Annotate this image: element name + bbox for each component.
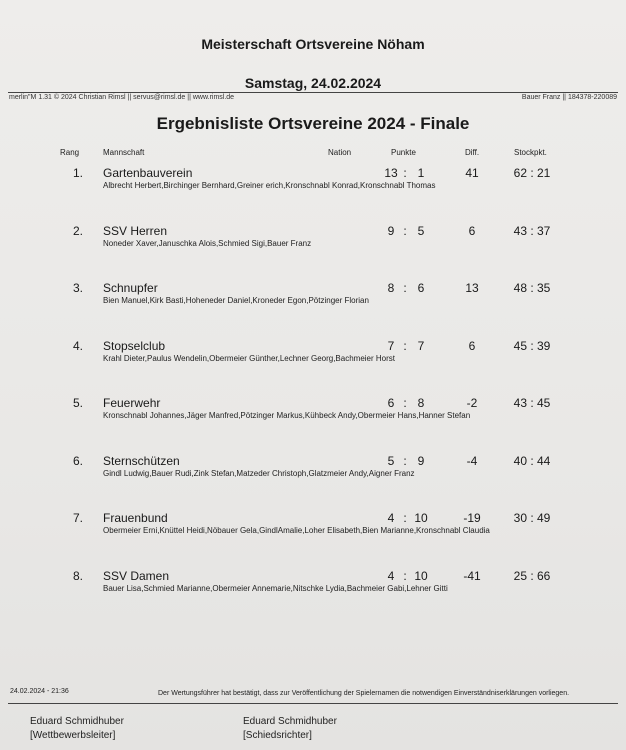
software-info: merlin"M 1.31 © 2024 Christian Rimsl || servus@rimsl.de || www.rimsl.de xyxy=(9,94,235,101)
rank-value: 4. xyxy=(72,339,83,353)
footer-divider xyxy=(8,703,618,704)
points-separator: : xyxy=(403,569,407,583)
difference-value: -4 xyxy=(466,454,478,468)
col-diff: Diff. xyxy=(465,148,480,157)
team-members: Kronschnabl Johannes,Jäger Manfred,Pötzinger Markus,Kühbeck Andy,Obermeier Hans,Hanner Stefan xyxy=(103,411,471,420)
team-members: Obermeier Erni,Knüttel Heidi,Nöbauer Gela,GindlAmalie,Loher Elisabeth,Bien Marianne,Kronschnabl Claudia xyxy=(103,526,490,535)
signatory-2-name: Eduard Schmidhuber xyxy=(243,716,337,727)
col-stockpoints: Stockpkt. xyxy=(514,148,547,157)
team-name: Stopselclub xyxy=(103,339,166,353)
operator-info: Bauer Franz || 184378-220089 xyxy=(521,94,617,101)
points-lost: 7 xyxy=(417,339,425,353)
points-won: 5 xyxy=(387,454,395,468)
team-name: Frauenbund xyxy=(103,511,168,525)
team-members: Noneder Xaver,Januschka Alois,Schmied Sigi,Bauer Franz xyxy=(103,239,312,248)
points-won: 9 xyxy=(387,224,395,238)
rank-value: 5. xyxy=(72,396,83,410)
page-title: Meisterschaft Ortsvereine Nöham xyxy=(201,36,425,52)
consent-note: Der Wertungsführer hat bestätigt, dass zur Veröffentlichung der Spielernamen die notwendigen Einverständniserklärungen vorliegen. xyxy=(158,690,570,697)
points-lost: 10 xyxy=(414,511,428,525)
rank-value: 3. xyxy=(72,281,83,295)
stock-points-value: 48 : 35 xyxy=(513,281,551,295)
stock-points-value: 43 : 45 xyxy=(513,396,551,410)
points-won: 6 xyxy=(387,396,395,410)
rank-value: 7. xyxy=(72,511,83,525)
difference-value: -41 xyxy=(463,569,481,583)
team-members: Bauer Lisa,Schmied Marianne,Obermeier Annemarie,Nitschke Lydia,Bachmeier Gabi,Lehner Gitti xyxy=(103,584,448,593)
rank-value: 2. xyxy=(72,224,83,238)
team-members: Albrecht Herbert,Birchinger Bernhard,Greiner erich,Kronschnabl Konrad,Kronschnabl Thomas xyxy=(103,181,436,190)
team-name: Sternschützen xyxy=(103,454,180,468)
rank-value: 8. xyxy=(72,569,83,583)
signatory-2-role: [Schiedsrichter] xyxy=(243,730,312,741)
difference-value: 6 xyxy=(468,339,476,353)
points-lost: 10 xyxy=(414,569,428,583)
difference-value: -2 xyxy=(466,396,478,410)
event-date: Samstag, 24.02.2024 xyxy=(244,75,382,91)
team-members: Gindl Ludwig,Bauer Rudi,Zink Stefan,Matzeder Christoph,Glatzmeier Andy,Aigner Franz xyxy=(103,469,415,478)
team-members: Krahl Dieter,Paulus Wendelin,Obermeier Günther,Lechner Georg,Bachmeier Horst xyxy=(103,354,395,363)
points-separator: : xyxy=(403,396,407,410)
points-separator: : xyxy=(403,166,407,180)
points-separator: : xyxy=(403,224,407,238)
signatory-1-name: Eduard Schmidhuber xyxy=(30,716,124,727)
col-rank: Rang xyxy=(60,148,80,157)
points-won: 4 xyxy=(387,569,395,583)
difference-value: -19 xyxy=(463,511,481,525)
difference-value: 6 xyxy=(468,224,476,238)
difference-value: 13 xyxy=(465,281,479,295)
stock-points-value: 45 : 39 xyxy=(513,339,551,353)
points-lost: 1 xyxy=(417,166,425,180)
stock-points-value: 30 : 49 xyxy=(513,511,551,525)
results-heading: Ergebnisliste Ortsvereine 2024 - Finale xyxy=(156,114,470,133)
team-name: SSV Herren xyxy=(103,224,168,238)
points-won: 8 xyxy=(387,281,395,295)
header-divider xyxy=(8,92,618,93)
points-won: 4 xyxy=(387,511,395,525)
team-name: Gartenbauverein xyxy=(103,166,193,180)
col-team: Mannschaft xyxy=(103,148,145,157)
rank-value: 6. xyxy=(72,454,83,468)
points-lost: 5 xyxy=(417,224,425,238)
team-members: Bien Manuel,Kirk Basti,Hoheneder Daniel,Kroneder Egon,Pötzinger Florian xyxy=(103,296,369,305)
team-name: Feuerwehr xyxy=(103,396,161,410)
signatory-1-role: [Wettbewerbsleiter] xyxy=(30,730,116,741)
points-lost: 6 xyxy=(417,281,425,295)
team-name: SSV Damen xyxy=(103,569,170,583)
rank-value: 1. xyxy=(72,166,83,180)
points-lost: 8 xyxy=(417,396,425,410)
points-won: 7 xyxy=(387,339,395,353)
points-separator: : xyxy=(403,339,407,353)
points-separator: : xyxy=(403,454,407,468)
stock-points-value: 62 : 21 xyxy=(513,166,551,180)
points-won: 13 xyxy=(384,166,398,180)
col-nation: Nation xyxy=(328,148,352,157)
team-name: Schnupfer xyxy=(103,281,158,295)
print-timestamp: 24.02.2024 - 21:36 xyxy=(10,688,69,695)
points-separator: : xyxy=(403,511,407,525)
stock-points-value: 43 : 37 xyxy=(513,224,551,238)
col-points: Punkte xyxy=(391,148,416,157)
points-separator: : xyxy=(403,281,407,295)
points-lost: 9 xyxy=(417,454,425,468)
stock-points-value: 25 : 66 xyxy=(513,569,551,583)
stock-points-value: 40 : 44 xyxy=(513,454,551,468)
difference-value: 41 xyxy=(465,166,479,180)
